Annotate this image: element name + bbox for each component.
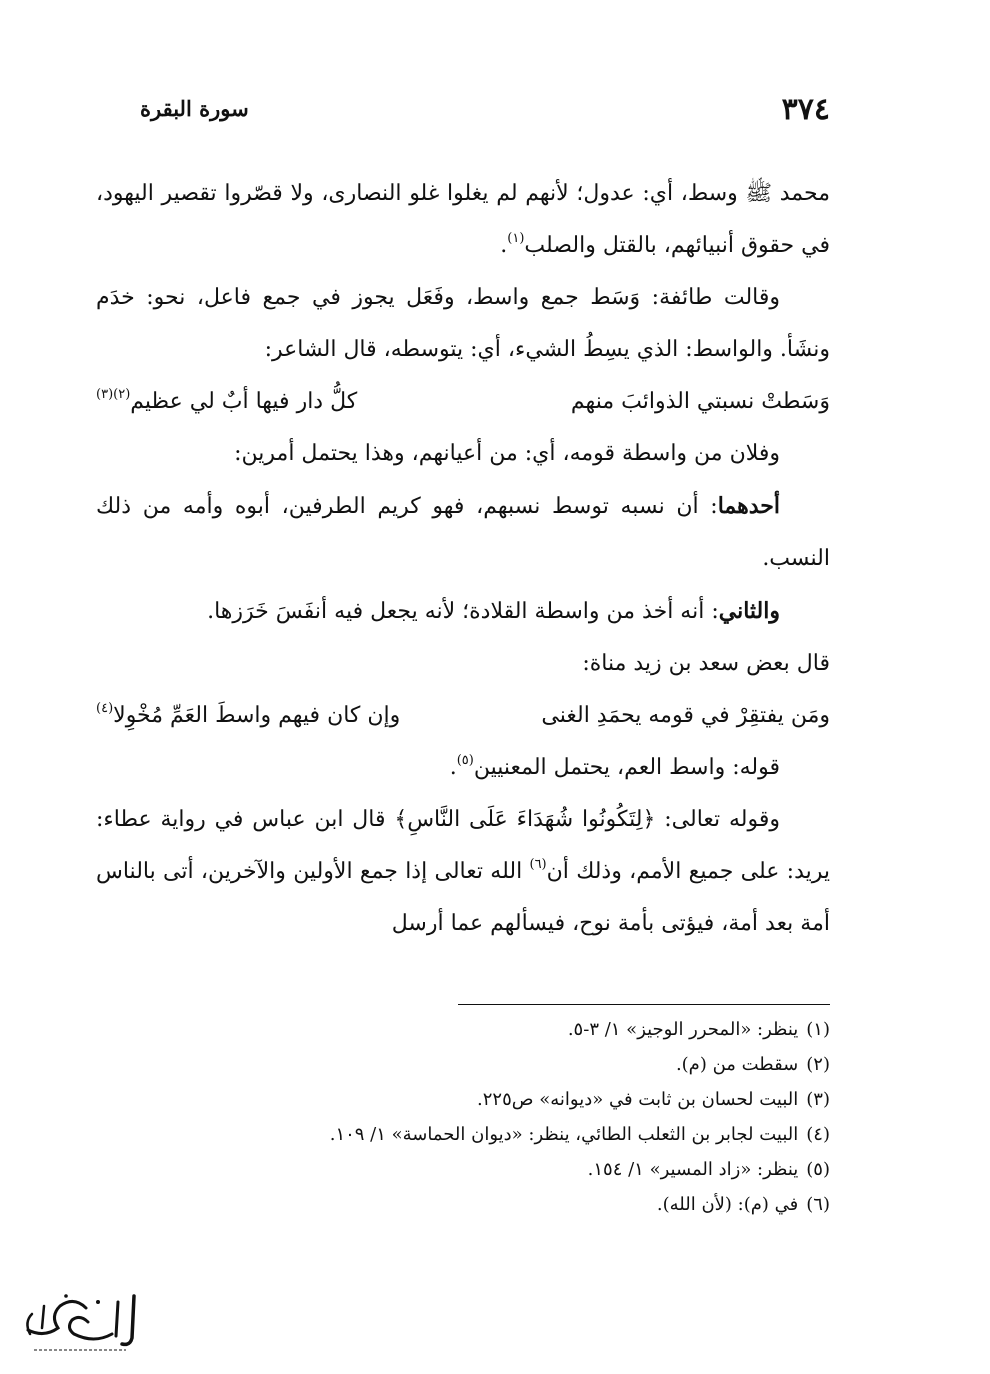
- footnote-1: [96, 1012, 830, 1047]
- verse-1-first-hemistich: وَسَطتْ نسبتي الذوائبَ منهم: [570, 389, 830, 414]
- paragraph-7-end: .: [449, 755, 457, 780]
- footnote-4: [96, 1117, 830, 1152]
- footnote-text: سقطت من (م).: [675, 1054, 799, 1075]
- footnote-ref-2-3: (٢)(٣): [96, 387, 131, 402]
- verse-2-second-hemistich: [96, 690, 400, 742]
- footnote-2: [96, 1047, 830, 1082]
- paragraph-4-text: : أن نسبه توسط نسبهم، فهو كريم الطرفين، أبوه وأمه من ذلك النسب.: [96, 494, 830, 571]
- paragraph-2: وقالت طائفة: وَسَط جمع واسط، وفَعَل يجوز في جمع فاعل، نحو: خدَم ونشَأ. والواسط: الذي يسِطُ الشيء، أي: يتوسطه، قال الشاعر:: [96, 285, 830, 362]
- footnote-text: ينظر: «زاد المسير» ١/ ١٥٤.: [587, 1159, 799, 1180]
- footnote-number: (٣): [806, 1089, 830, 1110]
- verse-1: [96, 376, 830, 428]
- footnote-text: ينظر: «المحرر الوجيز» ١/ ٣-٥.: [567, 1019, 799, 1040]
- footnote-6: [96, 1187, 830, 1222]
- footnote-number: (٥): [806, 1159, 830, 1180]
- footnote-text: البيت لحسان بن ثابت في «ديوانه» ص٢٢٥.: [477, 1089, 799, 1110]
- paragraph-8: [96, 794, 830, 950]
- paragraph-6: قال بعض سعد بن زيد مناة:: [582, 651, 830, 676]
- footnote-number: (٦): [806, 1194, 830, 1215]
- verse-2-second-text: وإن كان فيهم واسطَ العَمِّ مُخْوِلا: [113, 703, 401, 728]
- footnote-3: [96, 1082, 830, 1117]
- footnote-ref-4: (٤): [96, 701, 114, 716]
- paragraph-5: [96, 585, 830, 638]
- paragraph-7: [96, 742, 830, 794]
- calligraphy-logo: [14, 1288, 144, 1358]
- paragraph-8-text: قال ابن عباس في رواية عطاء: يريد: على جميع الأمم، وذلك أن: [96, 807, 831, 884]
- footnotes: [96, 1012, 830, 1222]
- main-text: [96, 168, 830, 950]
- page-header: [140, 92, 830, 132]
- footnote-text: في (م): (لأن الله).: [656, 1194, 799, 1215]
- footnote-ref-6: (٦): [529, 857, 547, 872]
- footnote-number: (١): [806, 1019, 830, 1040]
- quran-quote: ﴿لِتَكُونُوا شُهَدَاءَ عَلَى النَّاسِ﴾: [394, 807, 656, 832]
- footnote-5: [96, 1152, 830, 1187]
- paragraph-8-continuation: الله تعالى إذا جمع الأولين والآخرين، أتى بالناس أمة بعد أمة، فيؤتى بأمة نوح، فيسألهم عما أرسل: [96, 859, 830, 936]
- paragraph-4: [96, 480, 830, 585]
- sura-title: سورة البقرة: [140, 96, 249, 121]
- footnote-separator: [458, 1004, 830, 1005]
- paragraph-7-text: قوله: واسط العم، يحتمل المعنيين: [473, 755, 780, 780]
- paragraph-5-text: : أنه أخذ من واسطة القلادة؛ لأنه يجعل فيه أنفَسَ خَرَزها.: [207, 599, 719, 624]
- footnote-number: (٤): [806, 1124, 830, 1145]
- footnote-text: البيت لجابر بن الثعلب الطائي، ينظر: «ديوان الحماسة» ١/ ١٠٩.: [329, 1124, 799, 1145]
- page-number: ٣٧٤: [781, 92, 830, 127]
- paragraph-8-intro: وقوله تعالى:: [655, 807, 780, 832]
- verse-1-second-hemistich: [96, 376, 357, 428]
- paragraph-1-end: .: [500, 233, 508, 258]
- paragraph-5-lead: والثاني: [718, 598, 780, 624]
- verse-2: [96, 690, 830, 742]
- paragraph-4-lead: أحدهما: [717, 493, 780, 519]
- paragraph-1: [96, 168, 830, 272]
- footnote-ref-1: (١): [507, 231, 525, 246]
- footnote-number: (٢): [806, 1054, 830, 1075]
- paragraph-1-text: محمد ﷺ وسط، أي: عدول؛ لأنهم لم يغلوا غلو النصارى، ولا قصّروا تقصير اليهود، في حقوق أنبيائهم، بالقتل والصلب: [96, 181, 830, 258]
- footnote-ref-5: (٥): [456, 753, 474, 768]
- paragraph-3: وفلان من واسطة قومه، أي: من أعيانهم، وهذا يحتمل أمرين:: [234, 441, 780, 466]
- verse-2-first-hemistich: ومَن يفتقِرْ في قومه يحمَدِ الغنى: [541, 703, 830, 728]
- verse-1-second-text: كلُّ دار فيها أبٌ لي عظيم: [130, 389, 358, 414]
